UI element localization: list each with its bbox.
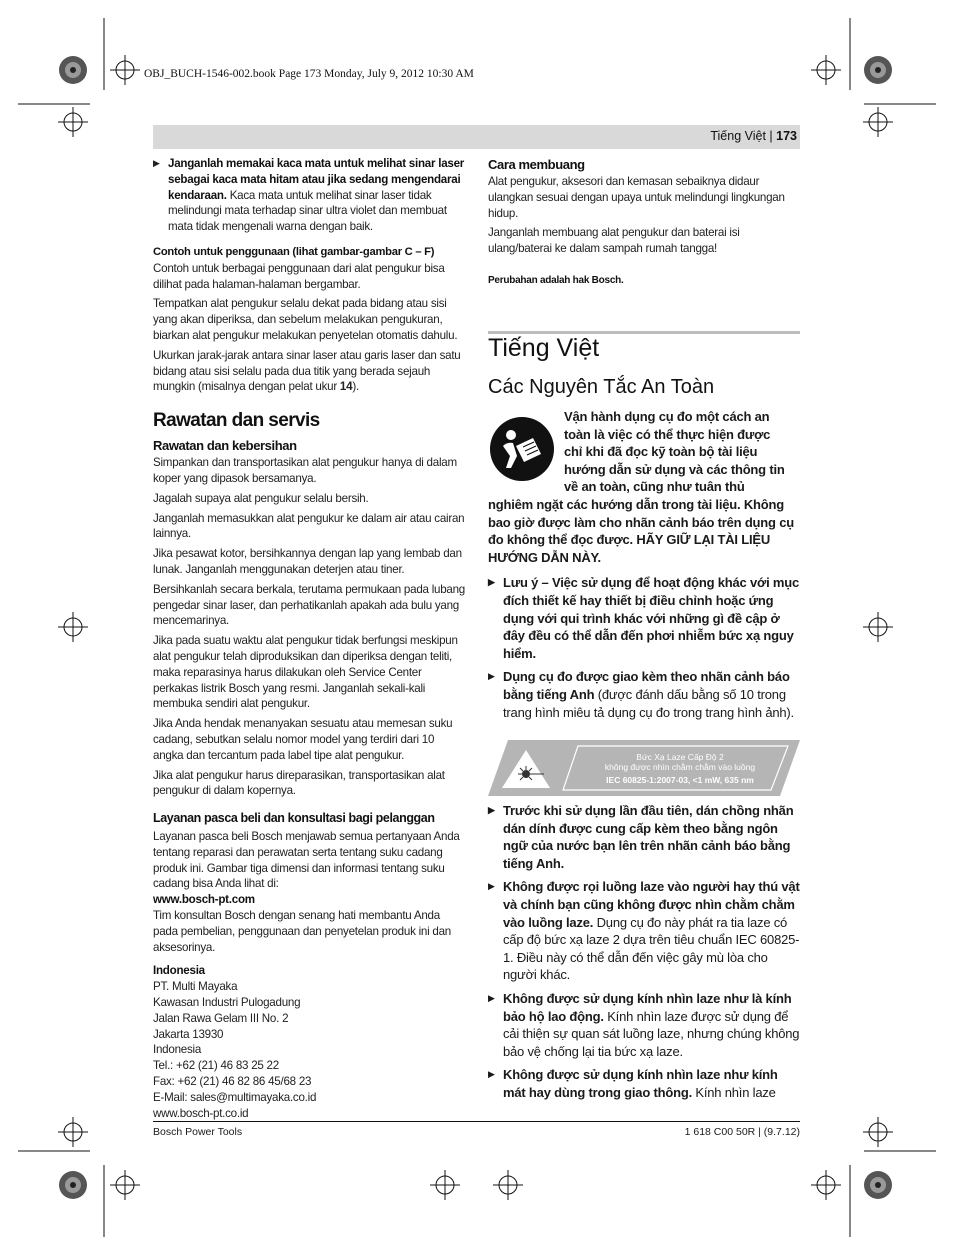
phone: Tel.: +62 (21) 46 83 25 22 — [153, 1059, 279, 1073]
triangle-right-icon: ▶ — [488, 805, 495, 815]
fax: Fax: +62 (21) 46 82 86 45/68 23 — [153, 1075, 312, 1089]
paragraph: Layanan pasca beli Bosch menjawab semua pertanyaan Anda tentang reparasi dan perawatan serta tentang suku cadang produk ini. Gambar tiga dimensi dan informasi tentang suku cadang bisa Anda lihat di: — [153, 830, 460, 891]
language-title: Tiếng Việt — [488, 334, 600, 362]
address-line: Jakarta 13930 — [153, 1027, 224, 1041]
paragraph: Jika pada suatu waktu alat pengukur tidak berfungsi meskipun alat pengukur telah diproduksikan dan diperiksa dengan teliti, maka reparasinya harus dilakukan oleh Service Center perkakas listrik Bosch yang resmi. Janganlah sekali-kali membuka sendiri alat pengukur. — [153, 634, 458, 711]
paragraph: Alat pengukur, aksesori dan kemasan sebaiknya didaur ulangkan sesuai dengan upaya untuk melindungi lingkungan hidup. — [488, 175, 785, 220]
safety-intro-cont: nghiêm ngặt các hướng dẫn trong tài liệu. Không bao giờ được làm cho nhãn cảnh báo trên dụng cụ đo không thể đọc được. HÃY GIỮ LẠI TÀI LIỆU HƯỚNG DẪN NÀY. ▶ Lưu ý – Việc sử dụng để hoạt động khác với mục đích thiết kế hay thiết bị điều chỉnh hoặc ứng dụng với qui trình khác với những gì đề cập ở đây đều có thể dẫn đến phơi nhiễm bức xạ nguy hiểm. ▶ Dụng cụ đo được giao kèm theo nhãn cảnh báo bằng tiếng Anh (được đánh dấu bằng số 10 trong trang hình miêu tả dụng cụ đo trong trang hình ảnh). — [488, 496, 802, 725]
triangle-right-icon: ▶ — [488, 1069, 495, 1080]
changes-note: Perubahan adalah hak Bosch. — [488, 274, 624, 286]
address-line: PT. Multi Mayaka — [153, 980, 238, 994]
header-language: Tiếng Việt — [710, 129, 766, 143]
label-line-1: Bức Xạ Laze Cấp Độ 2 — [636, 752, 724, 762]
triangle-right-icon: ▶ — [488, 577, 495, 588]
page-number: 173 — [776, 129, 797, 143]
paragraph: Janganlah memasukkan alat pengukur ke dalam air atau cairan lainnya. — [153, 511, 465, 541]
list-item: ▶ Không được sử dụng kính nhìn laze như là kính bảo hộ lao động. Kính nhìn laze được sử dụng để cải thiện sự quan sát luồng laze, nhưng chúng không bảo vệ chống lại tia bức xạ laze. — [488, 990, 800, 1059]
website-link[interactable]: www.bosch-pt.co.id — [153, 1106, 249, 1120]
list-item: ▶ Lưu ý – Việc sử dụng để hoạt động khác với mục đích thiết kế hay thiết bị điều chỉnh hoặc ứng dụng với qui trình khác với những gì đề cập ở đây đều có thể dẫn đến phơi nhiễm bức xạ nguy hiểm. — [488, 575, 800, 661]
read-manual-icon — [489, 416, 555, 482]
footer-rule — [153, 1121, 800, 1122]
paragraph: Tempatkan alat pengukur selalu dekat pada bidang atau sisi yang akan diperiksa, dan sebelum melakukan pengukuran, biarkan alat pengukur melakukan penyetelan otomatis dahulu. — [153, 297, 458, 342]
list-item: ▶ Dụng cụ đo được giao kèm theo nhãn cảnh báo bằng tiếng Anh (được đánh dấu bằng số 10 trong trang hình miêu tả dụng cụ đo trong trang hình ảnh). — [488, 669, 794, 720]
page-header-bar — [153, 125, 800, 149]
address-line: Indonesia — [153, 1043, 202, 1057]
section-heading: Contoh untuk penggunaan (lihat gambar-gambar C – F) — [153, 245, 435, 258]
list-item: ▶ Janganlah memakai kaca mata untuk melihat sinar laser sebagai kaca mata hitam atau jika sedang mengendarai kendaraan. Kaca mata untuk melihat sinar laser tidak melindungi mata terhadap sinar ultra violet dan membuat mata tidak mengenali warna dengan baik. — [153, 157, 465, 234]
footer-brand: Bosch Power Tools — [153, 1126, 243, 1138]
left-column — [153, 156, 465, 1121]
page-header — [710, 129, 797, 143]
paragraph: Jagalah supaya alat pengukur selalu bersih. — [153, 491, 369, 505]
address-line: Kawasan Industri Pulogadung — [153, 996, 301, 1010]
subsection-title: Cara membuang — [488, 157, 585, 172]
subsection-title: Layanan pasca beli dan konsultasi bagi pelanggan — [153, 811, 435, 826]
website-link[interactable]: www.bosch-pt.com — [153, 893, 255, 907]
address-block — [153, 979, 465, 1121]
paragraph: Simpankan dan transportasikan alat pengukur hanya di dalam koper yang dipasok bersamanya. — [153, 456, 457, 485]
footer-doc-number: 1 618 C00 50R | (9.7.12) — [684, 1126, 800, 1138]
list-item: ▶ Không được sử dụng kính nhìn laze như kính mát hay dùng trong giao thông. Kính nhìn laze — [488, 1067, 778, 1100]
triangle-right-icon: ▶ — [153, 158, 160, 168]
print-metadata: OBJ_BUCH-1546-002.book Page 173 Monday, July 9, 2012 10:30 AM — [144, 68, 474, 80]
safety-bullets — [488, 802, 802, 1106]
right-column-top — [488, 156, 800, 293]
safety-title: Các Nguyên Tắc An Toàn — [488, 376, 715, 398]
list-item: ▶ Trước khi sử dụng lần đầu tiên, dán chồng nhãn dán dính được cung cấp kèm theo bằng ngôn ngữ của nước bạn lên trên nhãn cảnh báo bằng tiếng Anh. — [488, 803, 794, 871]
paragraph: Ukurkan jarak-jarak antara sinar laser atau garis laser dan satu bidang atau sisi selalu pada dua titik yang berada sejauh mungkin (misalnya dengan pelat ukur 14). — [153, 348, 461, 394]
paragraph: Jika Anda hendak menanyakan sesuatu atau memesan suku cadang, sebutkan selalu nomor model yang terdiri dari 10 angka dan tercantum pada label tipe alat pengukur. — [153, 717, 453, 762]
label-line-3: IEC 60825-1:2007-03, <1 mW, 635 nm — [606, 775, 754, 785]
safety-intro: Vận hành dụng cụ đo một cách an toàn là việc có thể thực hiện được chỉ khi đã đọc kỹ toàn bộ tài liệu hướng dẫn sử dụng và các thông tin về an toàn, cũng như tuân thủ — [564, 409, 785, 495]
address-line: Jalan Rawa Gelam III No. 2 — [153, 1011, 289, 1025]
email[interactable]: E-Mail: sales@multimayaka.co.id — [153, 1090, 317, 1104]
header-separator: | — [765, 129, 777, 143]
paragraph: Jika alat pengukur harus direparasikan, transportasikan alat pengukur di dalam kopernya. — [153, 768, 445, 798]
paragraph: Janganlah membuang alat pengukur dan baterai isi ulang/baterai ke dalam sampah rumah tangga! — [488, 226, 740, 256]
list-item: ▶ Không được rọi luồng laze vào người hay thú vật và chính bạn cũng không được nhìn chằm chằm vào luồng laze. Dụng cụ đo này phát ra tia laze có cấp độ bức xạ laze 2 dựa trên tiêu chuẩn IEC 60825-1. Điều này có thể dẫn đến việc gây mù lòa cho người khác. — [488, 879, 800, 983]
country-name: Indonesia — [153, 964, 205, 978]
paragraph: Jika pesawat kotor, bersihkannya dengan lap yang lembab dan lunak. Janganlah menggunakan deterjen atau tiner. — [153, 547, 462, 576]
triangle-right-icon: ▶ — [488, 881, 495, 892]
paragraph: Tim konsultan Bosch dengan senang hati membantu Anda pada pembelian, penggunaan dan penyetelan produk ini dan aksesorinya. — [153, 909, 452, 954]
triangle-right-icon: ▶ — [488, 992, 495, 1003]
label-line-2: không được nhìn chằm chằm vào luồng — [604, 762, 756, 772]
triangle-right-icon: ▶ — [488, 671, 495, 682]
paragraph: Contoh untuk berbagai penggunaan dari alat pengukur bisa dilihat pada halaman-halaman bergambar. — [153, 261, 445, 291]
paragraph: Bersihkanlah secara berkala, terutama permukaan pada lubang pengedar sinar laser, dan perhatikanlah apakah ada bulu yang mencemarinya. — [153, 582, 466, 628]
subsection-title: Rawatan dan kebersihan — [153, 438, 297, 454]
section-title: Rawatan dan servis — [153, 410, 320, 432]
